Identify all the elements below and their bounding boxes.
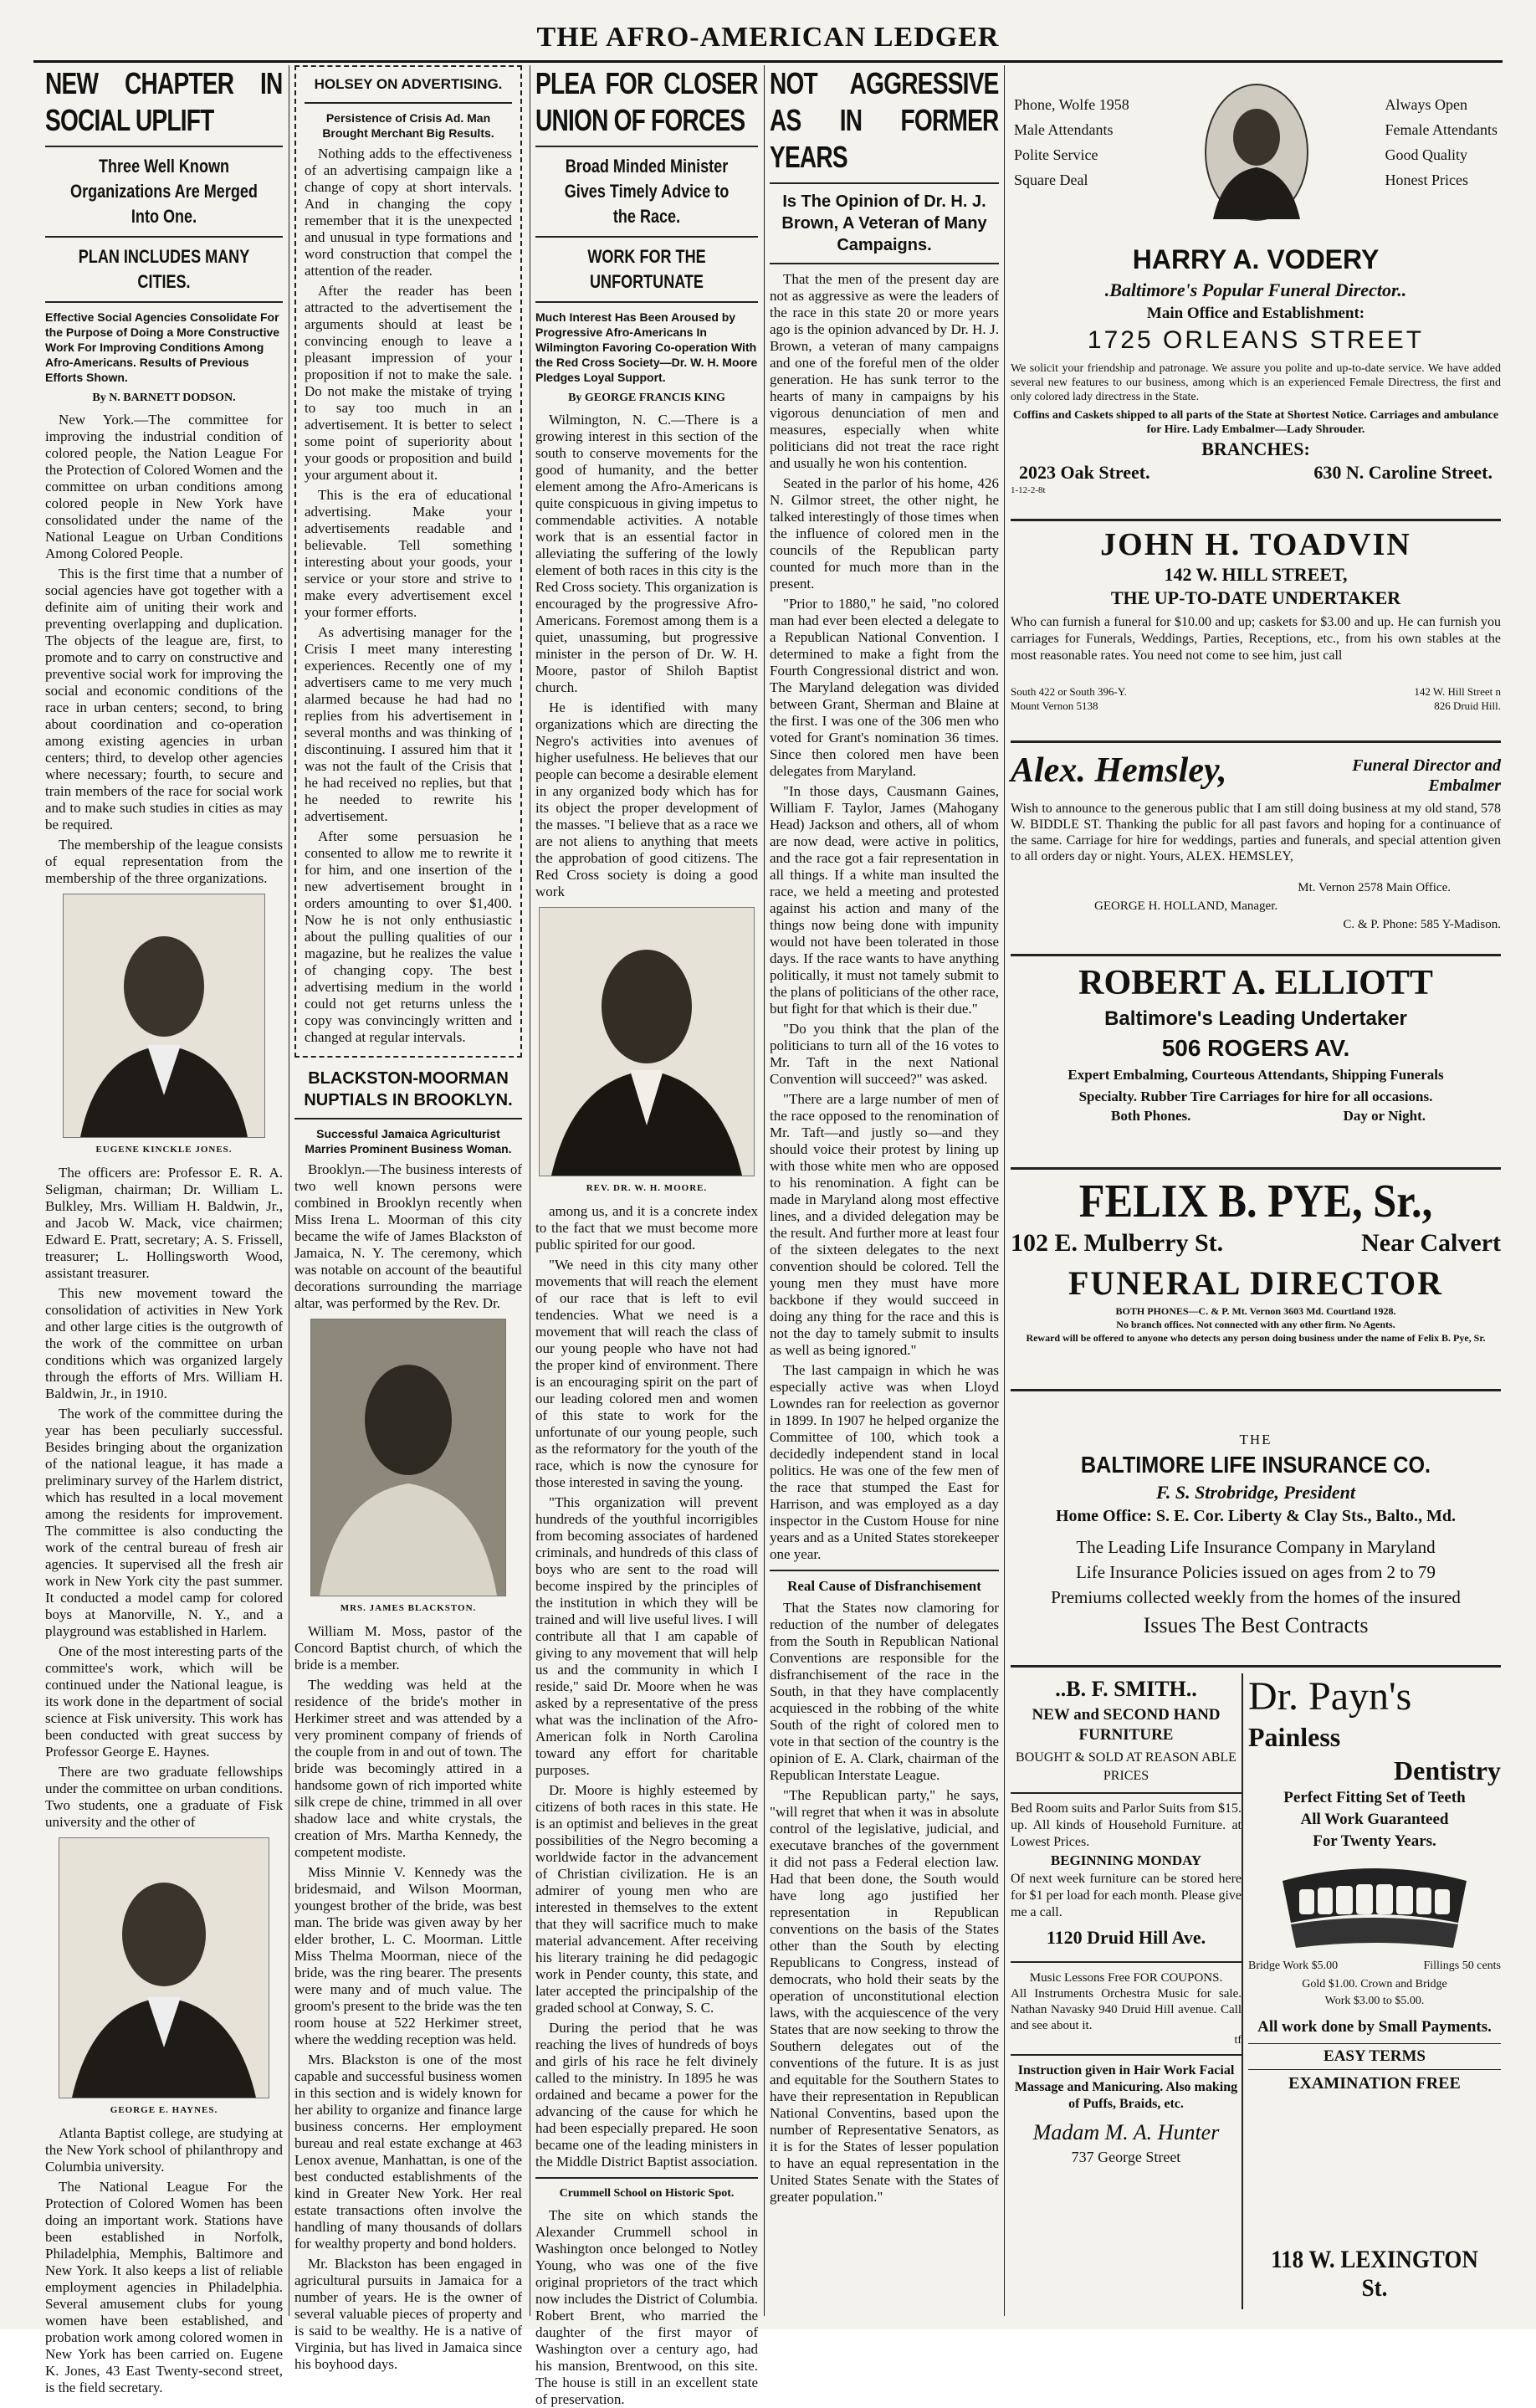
ad-text: All Work Guaranteed (1300, 1811, 1449, 1828)
paragraph: After some persuasion he consented to allow me to rewrite it for him, and one insertion of the new advertisement brought in orders amounting to over $1,400. Now he is not only enthusiastic about the pulling qualities of our magazine, but he realizes the value of changing copy. The best advertising medium in the world could not get returns unless the copy was convincingly written and changed at regular intervals. (305, 828, 512, 1045)
paragraph: He is identified with many organizations which are directing the Negro's activities into avenues of higher usefulness. He believes that our people can become a desirable element in any organized body which has for its object the proper development of the masses. "I believe that as a race we are not aliens to anything that meets the approbation of good citizens. The Red Cross society is doing a good work (535, 699, 758, 899)
paragraph: Mrs. Blackston is one of the most capable and successful business women in this section and is widely known for her ability to organize and finance large business concerns. Her employment bureau and real estate exchange at 463 Lenox avenue, Manhattan, is one of the best conducted establishments of the kind in Greater New York. Her real estate transactions often involve the handling of many thousands of dollars for wealthy property and bond holders. (294, 2052, 522, 2252)
ad-text: Work $3.00 to $5.00. (1324, 1995, 1425, 2007)
ad-body: Coffins and Caskets shipped to all parts of the State at Shortest Notice. Carriages and ambulance for Hire. Lady Embalmer—Lady Shrouder. (1012, 409, 1499, 436)
ad-row (1011, 1108, 1501, 1130)
portrait-photo (539, 907, 755, 1176)
paragraph: The National League For the Protection of Colored Women has been doing an important work. Stations have been established in Norfolk, Philadelphia, Memphis, Baltimore and New York. It also keeps a list of reliable employment agencies in Philadelphia. Several amusement clubs for young women have been established, and probation work among colored women in New York has been carried on. Eugene K. Jones, 43 East Twenty-second street, is the field secretary. (45, 2179, 283, 2395)
ad-body: All Instruments Orchestra Music for sale. Nathan Navasky 940 Druid Hill avenue. Call and see about it. (1011, 1987, 1242, 2032)
ad-addresses (1414, 684, 1501, 713)
ad-name: ..B. F. SMITH.. (1055, 1677, 1197, 1701)
article-summary: Effective Social Agencies Consolidate For the Purpose of Doing a More Constructive Work For Improving Conditions Among Afro-Americans. Results of Previous Efforts Shown. (45, 310, 280, 384)
article-headline: PLEA FOR CLOSER UNION OF FORCES (535, 66, 758, 137)
rule (45, 146, 283, 147)
ad-text: Music Lessons Free FOR COUPONS. (1029, 1971, 1223, 1985)
ad-rule (1011, 1389, 1501, 1391)
rule (1011, 1961, 1242, 1963)
masthead-title: THE AFRO-AMERICAN LEDGER (536, 22, 1000, 53)
rule (535, 301, 758, 303)
ad-text: Expert Embalming, Courteous Attendants, Shipping Funerals (1068, 1067, 1444, 1083)
ad-text: Specialty. Rubber Tire Carriages for hire for all occasions. (1078, 1089, 1433, 1104)
ad-text: BRANCHES: (1201, 438, 1310, 459)
ad-text: Painless (1248, 1722, 1341, 1752)
rule (770, 182, 999, 184)
paragraph: That the States now clamoring for reduction of the number of delegates from the South in Republican National Conventions are responsible for the disfranchisement of the race in the South, in that they have complacently acquiesced in the robbing of the white South of the right of colored men to vote in that section of the country is the opinion of E. A. Clark, chairman of the Republican Interstate League. (770, 1600, 999, 1783)
ad-address: Home Office: S. E. Cor. Liberty & Clay Sts., Balto., Md. (1055, 1507, 1457, 1525)
article-deck: Persistence of Crisis Ad. Man Brought Merchant Big Results. (322, 111, 494, 140)
paragraph: Nothing adds to the effectiveness of an advertising campaign like a change of copy at short intervals. And in changing the copy remember that it is the unexpected and unusual in type formations and word construction that compel the attention of the reader. (305, 146, 512, 279)
article-headline: NOT AGGRESSIVE AS IN FORMER YEARS (770, 66, 999, 174)
article-deck: PLAN INCLUDES MANY CITIES. (78, 246, 250, 292)
masthead-rule (33, 60, 1503, 63)
ad-text: BEGINNING MONDAY (1050, 1852, 1202, 1868)
paragraph: The site on which stands the Alexander Crummell school in Washington once belonged to Notley Young, who was one of the five original proprietors of the tract which now includes the District of Columbia. Robert Brent, who married the daughter of the first mayor of Washington over a century ago, had his mansion, Brentwood, on this site. The house is still in an excellent state of preservation. (535, 2207, 758, 2407)
ad-text: Honest Prices (1385, 172, 1468, 188)
ad-text: Perfect Fitting Set of Teeth (1283, 1789, 1466, 1806)
ad-elliott (1011, 961, 1501, 1161)
dentures-illustration (1274, 1864, 1475, 1956)
article-byline: By N. BARNETT DODSON. (92, 392, 236, 404)
ad-text: Phone, Wolfe 1958 (1014, 96, 1129, 113)
photo-caption: MRS. JAMES BLACKSTON. (340, 1603, 477, 1613)
paragraph: The officers are: Professor E. R. A. Seligman, chairman; Dr. William L. Bulkley, Mrs. William H. Baldwin, Jr., and Jacob W. Mack, vice chairmen; Edward E. Pratt, secretary; A. S. Frissell, treasurer; L. Hollingsworth Wood, assistant treasurer. (45, 1165, 283, 1281)
paragraph: "In those days, Causmann Gaines, William F. Taylor, James (Mahogany Head) Jackson and others, all of whom are now dead, were active in politics, and the race got a fair representation in all things. If a white man insulted the race, we held a meeting and protested against his action and many of the things now being done with impunity would not have been tolerated in those days. If the race wants to have anything politically, it must not tamely submit to the plans of politicians of the other race, but fight for that which is their due." (770, 783, 999, 1017)
article-headline: NEW CHAPTER IN SOCIAL UPLIFT (45, 66, 283, 137)
ad-text: Gold $1.00. Crown and Bridge (1302, 1978, 1447, 1990)
ad-name: JOHN H. TOADVIN (1100, 527, 1411, 562)
article-closer-union (535, 65, 758, 2407)
ad-text: Near Calvert (1361, 1229, 1501, 1257)
portrait-photo (63, 894, 265, 1138)
rule (1011, 2054, 1242, 2056)
ad-text: No branch offices. Not connected with any other firm. No Agents. (1116, 1319, 1395, 1330)
photo-caption: GEORGE E. HAYNES. (110, 2105, 218, 2115)
ad-body: We solicit your friendship and patronage. We assure you polite and up-to-date service. We have added several new features to our business, among which is an experienced Female Directress, the first and only colored lady directress in the State. (1011, 362, 1501, 403)
ad-name: Alex. Hemsley, (1011, 751, 1227, 790)
paragraph: "This organization will prevent hundreds of the youthful incorrigibles from becoming associates of hardened criminals, and hundreds of this class of boys who are sent to the road will become inspired by the principles of the institution in which they will be trained and will live useful lives. I will contribute all that I am capable of giving to any movement that will help us and the community in which I reside," said Dr. Moore when he was asked by a representative of the press what was the inclination of the Afro-American folk in North Carolina toward any effort for charitable purposes. (535, 1494, 758, 1778)
paragraph: Seated in the parlor of his home, 426 N. Gilmor street, the other night, he talked interestingly of those times when the influence of colored men in the councils of the Republican party counted for much more than in the present. (770, 475, 999, 592)
ad-address: 118 W. LEXINGTON St. (1271, 2246, 1478, 2302)
paragraph: "Prior to 1880," he said, "no colored man had ever been elected a delegate to a Republican National Convention. I determined to make a fight from the Fourth Congressional district and won. The Maryland delegation was divided between Grant, Sherman and Blaine at the first. I was one of the 306 men who voted for Grant's nomination 36 times. Since then colored men have been delegates from Maryland. (770, 596, 999, 779)
ad-body: Who can furnish a funeral for $10.00 and up; caskets for $3.00 and up. He can furnish you carriages for Funerals, Weddings, Parties, Receptions, etc., from his own stables at the most reasonable rates. You need not come to see him, just call (1011, 615, 1501, 663)
ad-rule (1011, 1167, 1501, 1170)
rule (535, 146, 758, 147)
ad-text: NEW and SECOND HAND FURNITURE (1032, 1706, 1221, 1744)
ad-text: 826 Druid Hill. (1434, 699, 1501, 712)
paragraph: One of the most interesting parts of the committee's work, which will be continued under the National league, is its work done in the department of social science at Fisk university. This work has been conducted with great success by Professor George E. Haynes. (45, 1643, 283, 1760)
paragraph: That the men of the present day are not as aggressive as were the leaders of the race in this state 20 or more years ago is the opinion advanced by Dr. H. J. Brown, a veteran of many campaigns and one of the foreful men of the older generation. He has sunk terror to the hearts of many in campaigns by his vigorous denunciation of men and measures, especially when white politicians did not treat the race right and usually he won his contention. (770, 271, 999, 471)
ad-text: Both Phones. (1111, 1108, 1191, 1124)
rule (535, 236, 758, 238)
ad-text: BOUGHT & SOLD AT REASON ABLE PRICES (1016, 1750, 1236, 1783)
ad-tagline: Baltimore's Leading Undertaker (1104, 1007, 1407, 1030)
ad-text: Polite Service (1014, 146, 1098, 163)
ad-address: 102 E. Mulberry St. (1011, 1229, 1224, 1257)
ad-text: Mount Vernon 5138 (1011, 699, 1098, 712)
paragraph: The wedding was held at the residence of the bride's mother in Herkimer street and was attended by a very prominent company of friends of the couple from in and out of town. The bride was becomingly attired in a handsome gown of rich imported white silk crepe de chine, trimmed in all over shadow lace and white crystals, the creation of Mrs. Martha Kennedy, the competent modiste. (294, 1677, 522, 1860)
ad-text: BOTH PHONES—C. & P. Mt. Vernon 3603 Md. Courtland 1928. (1115, 1305, 1396, 1317)
ad-text: Good Quality (1385, 146, 1468, 163)
rule (45, 301, 283, 303)
ad-text: Reward will be offered to anyone who detects any person doing business under the name of Felix B. Pye, Sr. (1026, 1332, 1486, 1344)
rule (45, 236, 283, 238)
article-headline: Crummell School on Historic Spot. (559, 2187, 735, 2200)
ad-text: Life Insurance Policies issued on ages from 2 to 79 (1076, 1562, 1436, 1582)
ad-text: THE (1239, 1432, 1272, 1447)
column-advertising-and-nuptials (294, 65, 522, 2372)
ad-text: Mt. Vernon 2578 Main Office. (1298, 881, 1451, 894)
ad-pye (1011, 1174, 1501, 1383)
ad-vodery (1011, 67, 1501, 502)
paragraph: Wilmington, N. C.—There is a growing interest in this section of the south to conserve movements for the good of humanity, and the better element among the Afro-Americans is quite conspicuous in giving impetus to commendable activities. A notable work that is an essential factor in alleviating the suffering of the lowly element of both races in this city is the Red Cross society. This organization is encouraged by the progressive Afro-Americans. Foremost among them is a quiet, unassuming, but progressive minister in the person of Dr. W. H. Moore, pastor of Shiloh Baptist church. (535, 412, 758, 695)
ad-text: Main Office and Establishment: (1146, 305, 1365, 322)
portrait-photo (59, 1837, 269, 2098)
ad-rule (1011, 740, 1501, 743)
ad-tagline: THE UP-TO-DATE UNDERTAKER (1110, 587, 1401, 608)
paragraph: among us, and it is a concrete index to the fact that we must become more public spirited for our good. (535, 1203, 758, 1253)
ad-bf-smith (1011, 1673, 1243, 2309)
photo-caption: EUGENE KINCKLE JONES. (95, 1145, 233, 1155)
ad-text: For Twenty Years. (1313, 1832, 1436, 1850)
article-deck: Is The Opinion of Dr. H. J. Brown, A Veteran of Many Campaigns. (781, 192, 987, 254)
article-deck: Successful Jamaica Agriculturist Marries Prominent Business Woman. (305, 1127, 512, 1155)
ad-text: GEORGE H. HOLLAND, Manager. (1094, 899, 1278, 913)
paragraph: Brooklyn.—The business interests of two well known persons were combined in Brooklyn recently when Miss Irena L. Moorman of this city became the wife of James Blackston of Jamaica, N. Y. The ceremony, which was notable on account of the beautiful decorations surrounding the marriage altar, was performed by the Rev. Dr. (294, 1161, 522, 1311)
ad-text: Always Open (1385, 96, 1467, 113)
paragraph: William M. Moss, pastor of the Concord Baptist church, of which the bride is a member. (294, 1623, 522, 1673)
rule (535, 2177, 758, 2179)
ad-text: 2023 Oak Street. (1019, 462, 1150, 483)
article-headline: HOLSEY ON ADVERTISING. (314, 76, 503, 92)
ad-address: 1120 Druid Hill Ave. (1046, 1927, 1206, 1948)
ad-text: 630 N. Caroline Street. (1313, 462, 1492, 483)
ad-right-list (1385, 92, 1498, 192)
ad-text: C. & P. Phone: 585 Y-Madison. (1343, 918, 1501, 931)
ad-code: 1-12-2-8t (1011, 485, 1046, 495)
ad-text: 142 W. Hill Street n (1414, 685, 1501, 698)
paragraph: The last campaign in which he was especially active was when Lloyd Lowndes ran for reelection as governor in 1899. In 1907 he helped organize the Committee of 100, which took a decidedly independent stand in local politics. He was one of the few men of the race that stumped the East for Harrison, and was employed as a day inspector in the Custom House for nine years and as a United States storekeeper one year. (770, 1362, 999, 1562)
ad-text: The Leading Life Insurance Company in Maryland (1076, 1537, 1436, 1557)
ad-name: HARRY A. VODERY (1132, 244, 1380, 274)
ad-tagline: Funeral Director and Embalmer (1352, 756, 1501, 795)
ad-text: Female Attendants (1385, 121, 1498, 138)
paragraph: Mr. Blackston has been engaged in agricultural pursuits in Jamaica for a number of years. He is the owner of several valuable pieces of property and is said to be wealthy. He is a native of Virginia, but has lived in Jamaica since his boyhood days. (294, 2256, 522, 2372)
rule (1011, 1792, 1242, 1794)
paragraph: This new movement toward the consolidation of activities in New York and other large cities is the outgrowth of the work of the committee on urban conditions which was organized largely through the efforts of Mrs. William H. Baldwin, Jr., in 1910. (45, 1285, 283, 1401)
paragraph: "There are a large number of men of the race opposed to the renomination of Mr. Taft—and justly so—and they should voice their protest by lining up with those white men who are opposed to his renomination. A fight can be made in Maryland along most effective lines, and a divided delegation may be the result. And further more at least four of the sixteen delegates to the next convention should be colored. Tell the young men they must have more backbone if they would succeed in doing any thing for the race and this is not the day to tamely submit to insults as well as being ignored." (770, 1091, 999, 1358)
ad-name: ROBERT A. ELLIOTT (1078, 964, 1433, 1002)
article-deck: WORK FOR THE UNFORTUNATE (587, 246, 706, 292)
paragraph: During the period that he was reaching the lives of hundreds of boys and girls of his race he felt divinely called to the ministry. In 1895 he was ordained and became a power for the advancing of the cause for which he had been especially prepared. He soon became one of the leading ministers in the Middle District Baptist association. (535, 2020, 758, 2170)
article-headline: BLACKSTON-MOORMAN NUPTIALS IN BROOKLYN. (304, 1069, 513, 1109)
ad-address: 737 George Street (1071, 2149, 1181, 2165)
article-not-aggressive (770, 65, 999, 2316)
paragraph: This is the first time that a number of social agencies have got together with a definite aim of uniting their work and preventing overlapping and duplication. The objects of the league are, first, to promote and to carry on constructive and preventive social work for improving the social and economic conditions of the race in urban centers; second, to bring about coordination and co-operation among existing agencies in urban centers; third, to develop other agencies where necessary; fourth, to secure and train members of the race for social work and to make such studies in cities as may be required. (45, 566, 283, 833)
ad-rule (1011, 954, 1501, 956)
ad-text: Issues The Best Contracts (1143, 1613, 1369, 1637)
paragraph: The work of the committee during the year has been peculiarly successful. Besides bringing about the organization of the national league, it has made a preliminary survey of the Harlem district, which has resulted in a local movement among the residents for improvement. The committee is also conducting the work of the central bureau of fresh air agencies. It supervised all the fresh air work in New York city the past summer. It conducted a model camp for colored boys at Manorville, N. Y., and a playground was established in Harlem. (45, 1406, 283, 1639)
ad-toadvin (1011, 525, 1501, 735)
paragraph: As advertising manager for the Crisis I meet many interesting experiences. Recently one of my advertisers came to me very much alarmed because he had had no replies from his advertisement in several months and was thinking of discontinuing. I assured him that it was not the fault of the Crisis that he had received no replies, but that he needed to rewrite his advertisement. (305, 624, 512, 824)
paragraph: "The Republican party," he says, "will regret that when it was in absolute control of the legislative, judicial, and executave branches of the government it did not pass a Federal election law. Had that been done, the South would have long ago justified her representation in Republican conventions on the basis of the States other than the South by electing Republicans to Congress, instead of democrats, who hold their seats by the operation of unconstitutional election laws, with the acquiescence of the very States that are now seeking to throw the Southern delegates out of the conventions of the future. It is as just and equitable for the Southern States to have their representation in Republican National Conventins, based upon the number of Representative Senators, as it is for the States of lesser population to have an equal representation in the United States Senate with the States of greater population." (770, 1787, 999, 2205)
ad-name: BALTIMORE LIFE INSURANCE CO. (1080, 1452, 1431, 1478)
ad-row (1248, 1960, 1501, 1976)
column-rule (764, 65, 765, 2316)
ad-name: FELIX B. PYE, Sr., (1078, 1176, 1433, 1227)
masthead (0, 0, 1536, 59)
paragraph: "Do you think that the plan of the politicians to turn all of the 16 votes to Mr. Taft in the next National Convention will succeed?" was asked. (770, 1021, 999, 1087)
ad-text: Dentistry (1394, 1755, 1501, 1786)
ad-text: tf (1234, 2034, 1242, 2047)
ad-tagline: FUNERAL DIRECTOR (1068, 1264, 1443, 1302)
paragraph: This is the era of educational advertising. Make your advertisements readable and believable. Tell something interesting about your goods, your service or your store and strive to make every advertisement excel your former efforts. (305, 487, 512, 620)
article-deck: Broad Minded Minister Gives Timely Advice to the Race. (564, 156, 730, 227)
ad-address: 142 W. HILL STREET, (1164, 564, 1348, 585)
paragraph: The membership of the league consists of equal representation from the membership of the three organizations. (45, 837, 283, 886)
paragraph: Dr. Moore is highly esteemed by citizens of both races in this state. He is an optimist and believes in the great possibilities of the Negro becoming a worldwide factor in the advancement of Christian civilization. He is an admirer of young men who are interested in themselves to the extent that they will sacrifice much to make material advancement. After receiving his literary training he did pedagogic work in Pender county, this state, and later accepted the principalship of the graded school at Conway, S. C. (535, 1782, 758, 2016)
article-byline: By GEORGE FRANCIS KING (568, 392, 725, 404)
ad-body: Of next week furniture can be stored here for $1 per load for each month. Please give me a call. (1011, 1872, 1242, 1919)
ad-rule (1011, 1665, 1501, 1668)
paragraph: Miss Minnie V. Kennedy was the bridesmaid, and Wilson Moorman, youngest brother of the bride, was best man. The bride was given away by her elder brother, L. C. Moorman. Little Miss Thelma Moorman, niece of the bride, was the ring bearer. The presents were many and of much value. The groom's present to the bride was the ten room house at 522 Herkimer street, where the wedding reception was held. (294, 1864, 522, 2047)
ad-phones (1011, 684, 1127, 713)
ad-dr-payn (1248, 1673, 1501, 2309)
ad-body: Instruction given in Hair Work Facial Massage and Manicuring. Also making of Puffs, Braids, etc. (1014, 2063, 1238, 2111)
rule (770, 1570, 999, 1571)
ad-body: Bed Room suits and Parlor Suits from $15. up. All kinds of Household Furniture. at Lowest Prices. (1011, 1801, 1242, 1849)
article-deck: Three Well Known Organizations Are Merged Into One. (70, 156, 258, 227)
paragraph: After the reader has been attracted to the advertisement the arguments should at least be convincing enough to leave a pleasant impression of your proposition if not to make the sale. Do not make the mistake of trying to say too much in an advertisement. It is better to select some point of superiority about your goods or proposition and build your argument about it. (305, 283, 512, 483)
rule (770, 263, 999, 264)
ad-text: South 422 or South 396-Y. (1011, 685, 1127, 698)
ad-text: Male Attendants (1014, 121, 1114, 138)
boxed-article-advertising (294, 65, 522, 1058)
ad-left-list (1014, 92, 1129, 192)
ad-text: F. S. Strobridge, President (1156, 1482, 1355, 1503)
article-social-uplift (45, 65, 283, 2395)
paragraph: New York.—The committee for improving the industrial condition of colored people, the Nation League For the Protection of Colored Women and the committee on urban conditions among colored people in New York have consolidated under the name of the National League on Urban Conditions Among Colored People. (45, 412, 283, 561)
ad-rule (1011, 519, 1501, 521)
ad-body: Wish to announce to the generous public that I am still doing business at my old stand, 578 W. BIDDLE ST. Thanking the public for all past favors and hoping for a continuance of the same. Carriage for hire for weddings, parties and funerals, and special attention given to all orders day or night. Yours, ALEX. HEMSLEY, (1011, 802, 1501, 863)
ad-tagline: .Baltimore's Popular Funeral Director.. (1104, 279, 1407, 300)
ad-address: 506 ROGERS AV. (1161, 1035, 1350, 1061)
ad-text: EASY TERMS (1248, 2043, 1501, 2070)
rule (305, 102, 512, 104)
ad-name: Dr. Payn's (1248, 1674, 1412, 1719)
ad-text: Fillings 50 cents (1423, 1960, 1501, 1972)
paragraph: "We need in this city many other movements that will reach the element of our race that is left to evil tendencies. What we need is a movement that will reach the class of our young people who have not had the proper kind of environment. There is an encouraging spirit on the part of our leading colored men and women of this state to work for the unfortunate of our young people, such as the reformatory for the youth of the race, which is now the cynosure for those interested in saving the young. (535, 1257, 758, 1490)
ad-text: EXAMINATION FREE (1288, 2074, 1461, 2093)
ad-text: Premiums collected weekly from the homes of the insured (1051, 1587, 1461, 1607)
article-headline: Real Cause of Disfranchisement (787, 1578, 981, 1594)
ad-name: Madam M. A. Hunter (1032, 2120, 1220, 2144)
ad-text: Bridge Work $5.00 (1248, 1960, 1339, 1972)
paragraph: There are two graduate fellowships under the committee on urban conditions. Two students, one a graduate of Fisk university and the other of (45, 1764, 283, 1830)
ad-text: All work done by Small Payments. (1257, 2018, 1492, 2036)
portrait-photo (310, 1319, 506, 1596)
ad-text: Square Deal (1014, 172, 1088, 188)
photo-caption: REV. DR. W. H. MOORE. (586, 1183, 708, 1193)
ad-row (1011, 1229, 1501, 1263)
ad-baltimore-life (1011, 1431, 1501, 1648)
ad-hemsley (1011, 749, 1501, 950)
paragraph: Atlanta Baptist college, are studying at the New York school of philanthropy and Columbia university. (45, 2125, 283, 2175)
ad-text: Day or Night. (1343, 1108, 1426, 1124)
ad-address: 1725 ORLEANS STREET (1087, 326, 1425, 354)
rule (294, 1118, 522, 1119)
article-summary: Much Interest Has Been Aroused by Progressive Afro-Americans In Wilmington Favoring Co-operation With the Red Cross Society—Dr. W. H. Moore Pledges Loyal Support. (535, 310, 758, 384)
column-rule (1004, 65, 1005, 2316)
portrait-oval (1205, 84, 1308, 221)
